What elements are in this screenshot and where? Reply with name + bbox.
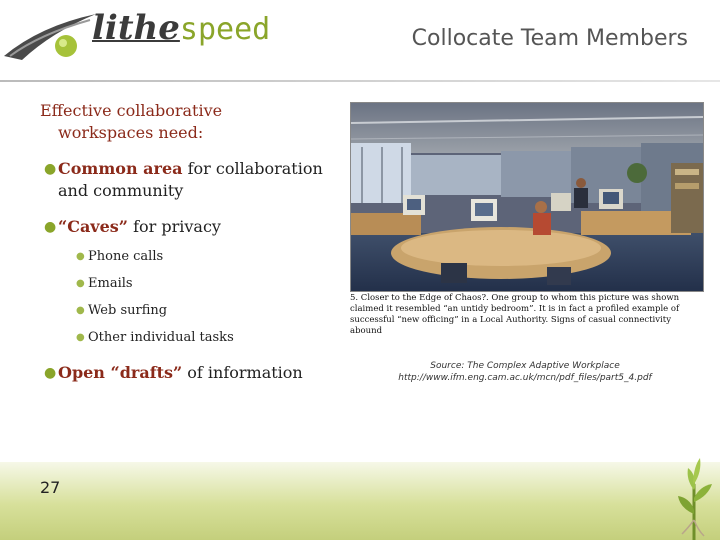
- seedling-sprout-icon: [664, 444, 720, 540]
- intro-heading: [40, 100, 330, 144]
- sub-bullet-dot-icon: ●: [76, 332, 85, 343]
- bullet-caves: [40, 216, 330, 238]
- source-url[interactable]: http://www.ifm.eng.cam.ac.uk/mcn/pdf_files/part5_4.pdf: [398, 373, 652, 383]
- intro-line-1: Effective collaborative: [40, 101, 223, 120]
- sub-bullet-other-tasks: [40, 330, 330, 346]
- bullet-text: for collaboration and community: [58, 159, 323, 200]
- office-photo: [350, 102, 704, 292]
- footer-band: [0, 462, 720, 540]
- bullet-dot-icon: ●: [44, 219, 57, 235]
- slide-title: Collocate Team Members: [411, 26, 688, 51]
- bullet-bold: Common area: [58, 159, 183, 178]
- sub-bullet-web-surfing: [40, 303, 330, 319]
- logo-swoosh-icon: [0, 0, 100, 80]
- logo-wordmark: [92, 8, 270, 48]
- sub-bullet-text: Web surfing: [88, 303, 168, 318]
- lithespeed-logo: [0, 0, 271, 80]
- sub-bullet-phone-calls: [40, 249, 330, 265]
- bullet-open-drafts: [40, 362, 330, 384]
- bullet-text: for privacy: [128, 217, 221, 236]
- header-divider: [0, 80, 720, 82]
- slide-body: [40, 100, 330, 384]
- sub-bullet-emails: [40, 276, 330, 292]
- sub-bullet-text: Emails: [88, 276, 133, 291]
- bullet-text: of information: [182, 363, 303, 382]
- intro-line-2: workspaces need:: [58, 123, 204, 142]
- sub-bullet-dot-icon: ●: [76, 305, 85, 316]
- caves-sub-list: [40, 249, 330, 346]
- sub-bullet-text: Other individual tasks: [88, 330, 234, 345]
- bullet-dot-icon: ●: [44, 365, 57, 381]
- bullet-dot-icon: ●: [44, 161, 57, 177]
- sub-bullet-text: Phone calls: [88, 249, 164, 264]
- office-photo-image: [351, 103, 703, 291]
- source-citation: [360, 360, 690, 384]
- logo-word-speed: speed: [179, 12, 271, 47]
- logo-word-lithe: lithe: [92, 8, 180, 48]
- page-number: 27: [40, 478, 61, 497]
- bullet-common-area: [40, 158, 330, 202]
- bullet-bold: Open “drafts”: [58, 363, 183, 382]
- sub-bullet-dot-icon: ●: [76, 251, 85, 262]
- bullet-bold: “Caves”: [58, 217, 128, 236]
- sub-bullet-dot-icon: ●: [76, 278, 85, 289]
- photo-caption: 5. Closer to the Edge of Chaos?. One group to whom this picture was shown claimed it resembled “an untidy bedroom”. It is in fact a profiled example of successful “new officing” in a Local Authority. Signs of casual connectivity abound: [350, 293, 680, 336]
- source-title: Source: The Complex Adaptive Workplace: [430, 361, 620, 371]
